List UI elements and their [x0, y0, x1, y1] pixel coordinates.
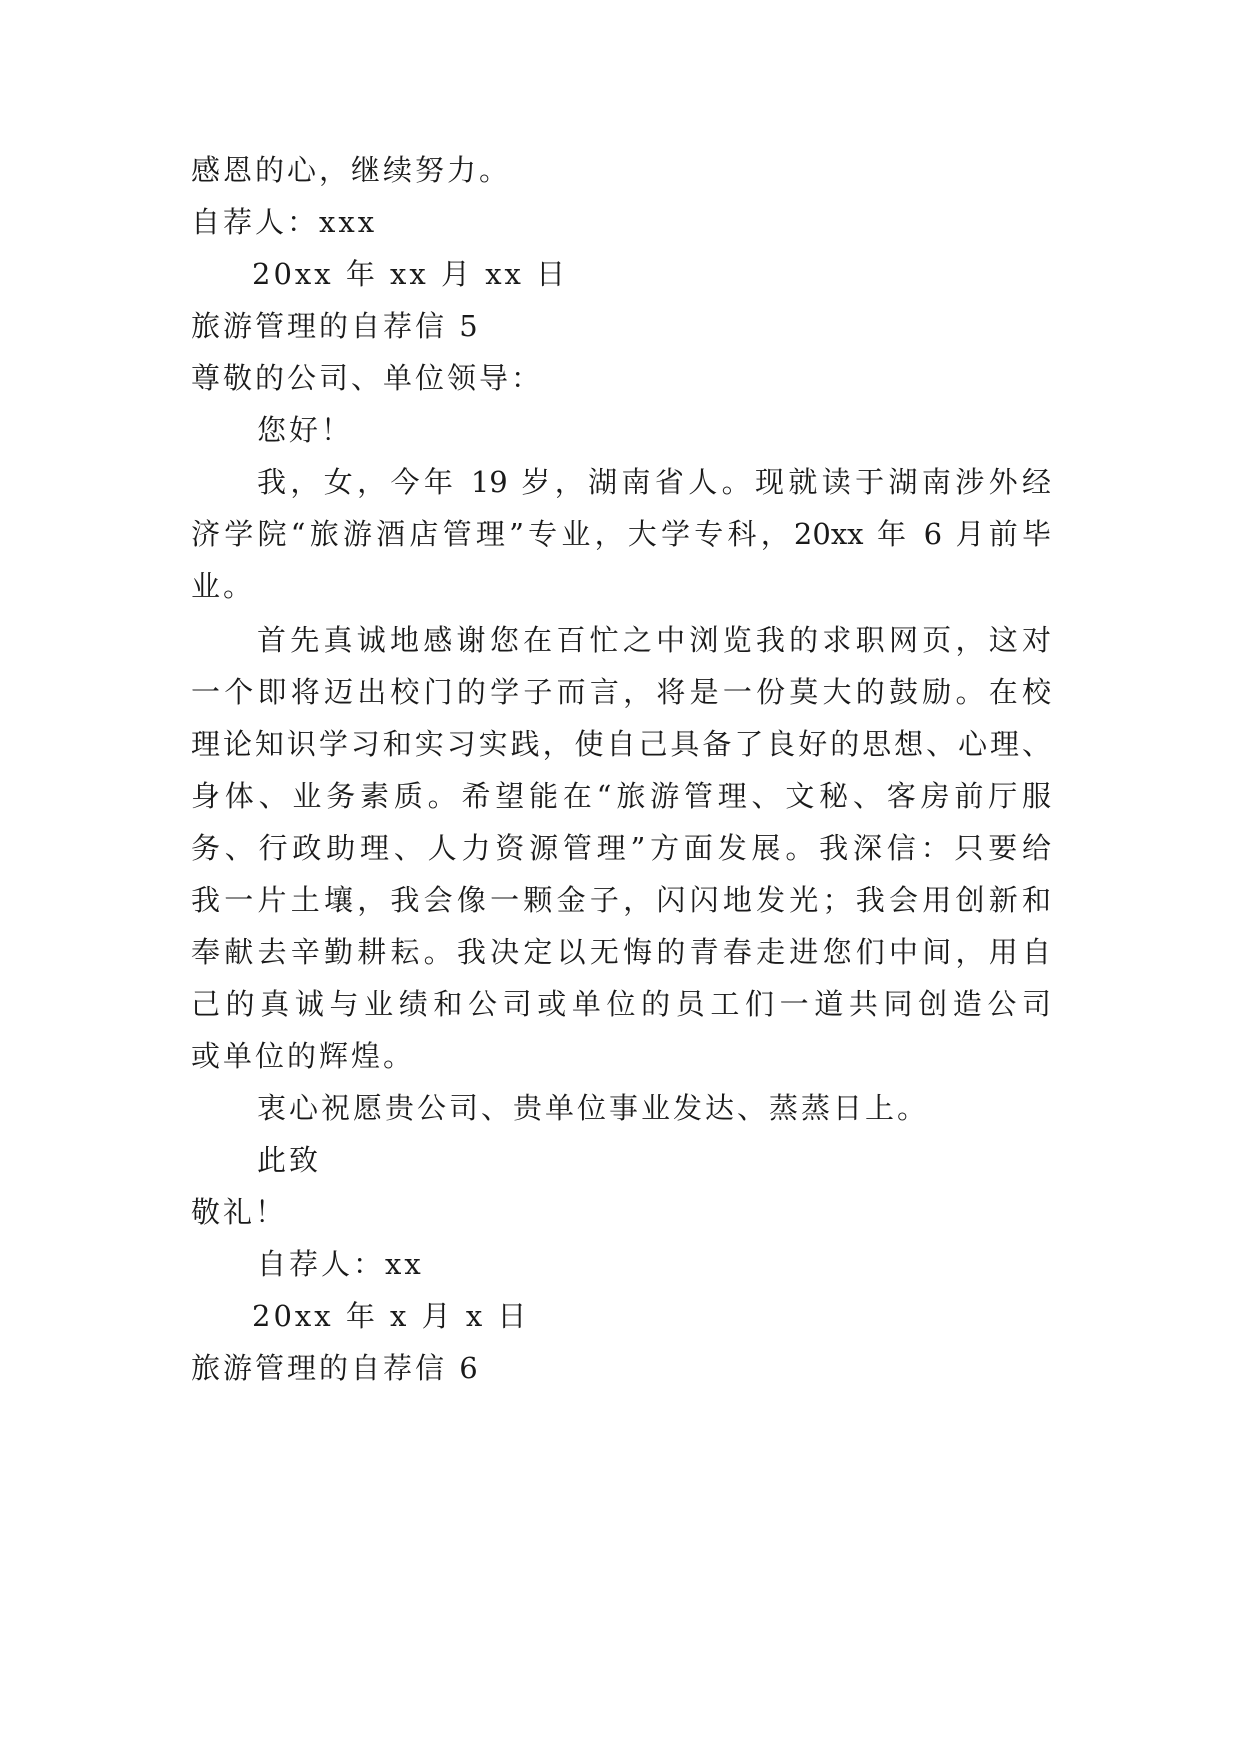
- closing-text-line: 感恩的心，继续努力。: [191, 153, 512, 187]
- paragraph-line: 济学院“旅游酒店管理”专业，大学专科，20xx 年 6 月前毕: [191, 517, 1051, 551]
- paragraph-line: 理论知识学习和实习实践，使自己具备了良好的思想、心理、: [191, 727, 1051, 761]
- date-line: 20xx 年 xx 月 xx 日: [252, 257, 569, 291]
- paragraph-line: 己的真诚与业绩和公司或单位的员工们一道共同创造公司: [191, 987, 1051, 1021]
- salutation: 尊敬的公司、单位领导：: [191, 361, 544, 395]
- section-heading: 旅游管理的自荐信 6: [191, 1351, 481, 1385]
- wish-line: 衷心祝愿贵公司、贵单位事业发达、蒸蒸日上。: [257, 1091, 930, 1125]
- signature-line: 自荐人：xxx: [191, 205, 378, 239]
- paragraph-line: 我，女，今年 19 岁，湖南省人。现就读于湖南涉外经: [257, 465, 1051, 499]
- paragraph-line: 或单位的辉煌。: [191, 1039, 416, 1073]
- section-heading: 旅游管理的自荐信 5: [191, 309, 481, 343]
- greeting: 您好！: [257, 413, 354, 447]
- paragraph-line: 一个即将迈出校门的学子而言，将是一份莫大的鼓励。在校: [191, 675, 1051, 709]
- paragraph-line: 首先真诚地感谢您在百忙之中浏览我的求职网页，这对: [257, 623, 1051, 657]
- paragraph-line: 奉献去辛勤耕耘。我决定以无悔的青春走进您们中间，用自: [191, 935, 1051, 969]
- paragraph-line: 身体、业务素质。希望能在“旅游管理、文秘、客房前厅服: [191, 779, 1051, 813]
- paragraph-line: 务、行政助理、人力资源管理”方面发展。我深信：只要给: [191, 831, 1051, 865]
- date-line: 20xx 年 x 月 x 日: [252, 1299, 530, 1333]
- regards: 敬礼！: [191, 1195, 288, 1229]
- paragraph-line: 我一片土壤，我会像一颗金子，闪闪地发光；我会用创新和: [191, 883, 1051, 917]
- signature-line: 自荐人：xx: [257, 1247, 424, 1281]
- paragraph-line: 业。: [191, 569, 256, 603]
- closing-phrase: 此致: [257, 1143, 322, 1177]
